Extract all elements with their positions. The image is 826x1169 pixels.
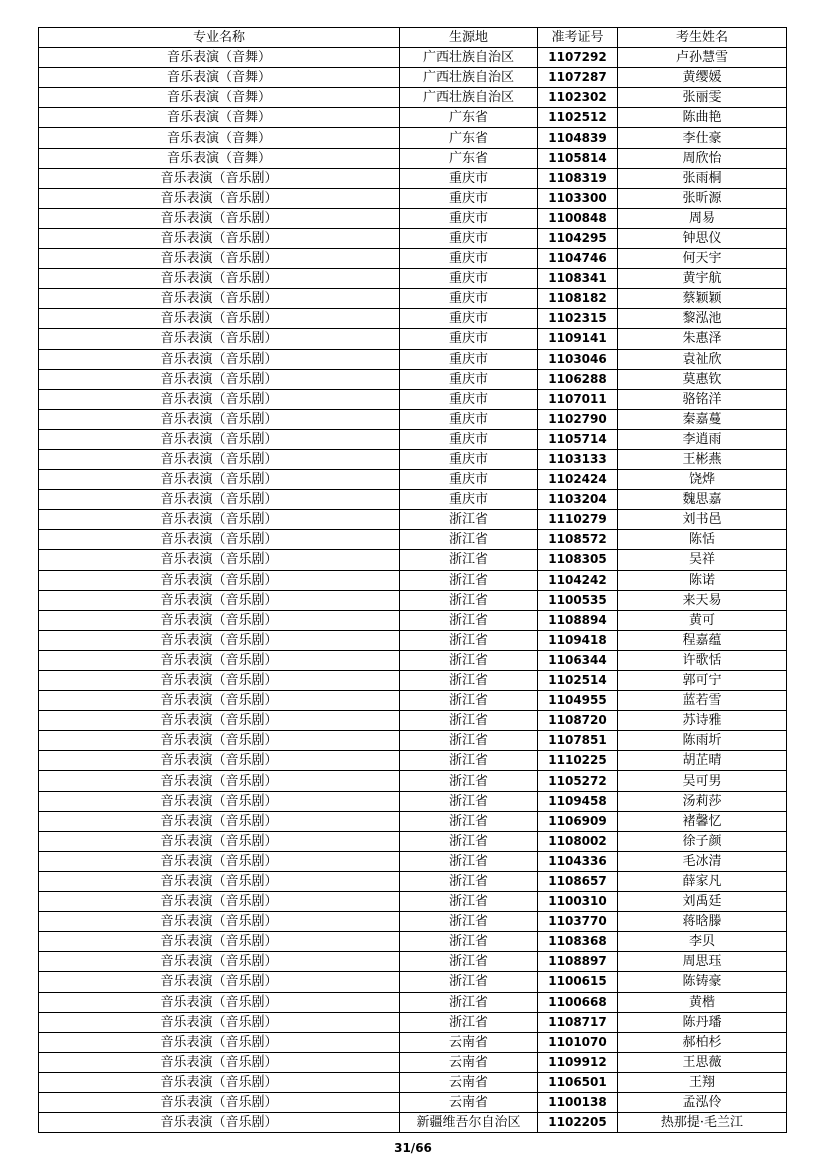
cell-major: 音乐表演（音乐剧）: [39, 610, 400, 630]
cell-origin: 浙江省: [400, 851, 538, 871]
header-exam-id: 准考证号: [538, 28, 618, 48]
cell-major: 音乐表演（音乐剧）: [39, 711, 400, 731]
cell-student-name: 刘书邑: [618, 510, 787, 530]
cell-exam-id: 1104295: [538, 228, 618, 248]
cell-exam-id: 1104746: [538, 249, 618, 269]
cell-student-name: 薛家凡: [618, 871, 787, 891]
cell-origin: 浙江省: [400, 610, 538, 630]
table-row: [39, 650, 787, 670]
cell-origin: 重庆市: [400, 369, 538, 389]
cell-major: 音乐表演（音乐剧）: [39, 811, 400, 831]
cell-exam-id: 1105714: [538, 429, 618, 449]
table-row: [39, 249, 787, 269]
table-row: [39, 168, 787, 188]
table-row: [39, 88, 787, 108]
cell-student-name: 魏思嘉: [618, 490, 787, 510]
cell-exam-id: 1107292: [538, 48, 618, 68]
cell-origin: 重庆市: [400, 470, 538, 490]
cell-major: 音乐表演（音乐剧）: [39, 1072, 400, 1092]
table-row: [39, 228, 787, 248]
cell-student-name: 蒋晗滕: [618, 912, 787, 932]
table-row: [39, 48, 787, 68]
cell-exam-id: 1108657: [538, 871, 618, 891]
cell-origin: 浙江省: [400, 731, 538, 751]
cell-exam-id: 1103204: [538, 490, 618, 510]
table-row: [39, 1012, 787, 1032]
cell-origin: 重庆市: [400, 188, 538, 208]
cell-origin: 浙江省: [400, 671, 538, 691]
cell-origin: 广西壮族自治区: [400, 68, 538, 88]
table-row: [39, 490, 787, 510]
cell-exam-id: 1100615: [538, 972, 618, 992]
cell-major: 音乐表演（音乐剧）: [39, 630, 400, 650]
cell-student-name: 陈丹璠: [618, 1012, 787, 1032]
cell-exam-id: 1108341: [538, 269, 618, 289]
cell-origin: 浙江省: [400, 630, 538, 650]
cell-major: 音乐表演（音乐剧）: [39, 871, 400, 891]
cell-student-name: 周易: [618, 208, 787, 228]
cell-major: 音乐表演（音乐剧）: [39, 1012, 400, 1032]
cell-major: 音乐表演（音乐剧）: [39, 329, 400, 349]
cell-origin: 浙江省: [400, 972, 538, 992]
cell-major: 音乐表演（音乐剧）: [39, 249, 400, 269]
table-row: [39, 188, 787, 208]
cell-origin: 浙江省: [400, 650, 538, 670]
cell-student-name: 吴可男: [618, 771, 787, 791]
cell-student-name: 苏诗雅: [618, 711, 787, 731]
cell-exam-id: 1107851: [538, 731, 618, 751]
table-row: [39, 851, 787, 871]
cell-exam-id: 1103133: [538, 449, 618, 469]
cell-student-name: 胡芷晴: [618, 751, 787, 771]
cell-origin: 新疆维吾尔自治区: [400, 1113, 538, 1133]
cell-student-name: 来天易: [618, 590, 787, 610]
table-row: [39, 128, 787, 148]
cell-exam-id: 1107011: [538, 389, 618, 409]
cell-exam-id: 1100138: [538, 1092, 618, 1112]
table-row: [39, 751, 787, 771]
cell-student-name: 郭可宁: [618, 671, 787, 691]
table-row: [39, 1032, 787, 1052]
cell-origin: 重庆市: [400, 269, 538, 289]
cell-major: 音乐表演（音乐剧）: [39, 650, 400, 670]
cell-student-name: 陈铸豪: [618, 972, 787, 992]
cell-major: 音乐表演（音乐剧）: [39, 831, 400, 851]
cell-major: 音乐表演（音舞）: [39, 108, 400, 128]
admission-list-table: [38, 27, 787, 1133]
cell-origin: 广东省: [400, 148, 538, 168]
cell-exam-id: 1102790: [538, 409, 618, 429]
cell-origin: 重庆市: [400, 228, 538, 248]
cell-exam-id: 1103300: [538, 188, 618, 208]
cell-exam-id: 1102302: [538, 88, 618, 108]
cell-exam-id: 1110279: [538, 510, 618, 530]
cell-exam-id: 1102514: [538, 671, 618, 691]
cell-student-name: 李贝: [618, 932, 787, 952]
cell-exam-id: 1109141: [538, 329, 618, 349]
cell-exam-id: 1103046: [538, 349, 618, 369]
table-row: [39, 952, 787, 972]
cell-major: 音乐表演（音乐剧）: [39, 168, 400, 188]
cell-student-name: 孟泓伶: [618, 1092, 787, 1112]
cell-origin: 云南省: [400, 1032, 538, 1052]
cell-student-name: 王彬燕: [618, 449, 787, 469]
cell-major: 音乐表演（音乐剧）: [39, 691, 400, 711]
table-header-row: [39, 28, 787, 48]
cell-exam-id: 1104242: [538, 570, 618, 590]
cell-origin: 重庆市: [400, 349, 538, 369]
cell-student-name: 黄缨媛: [618, 68, 787, 88]
cell-major: 音乐表演（音乐剧）: [39, 992, 400, 1012]
table-row: [39, 972, 787, 992]
cell-student-name: 黎泓池: [618, 309, 787, 329]
table-row: [39, 892, 787, 912]
cell-major: 音乐表演（音乐剧）: [39, 429, 400, 449]
table-row: [39, 610, 787, 630]
cell-major: 音乐表演（音乐剧）: [39, 671, 400, 691]
cell-major: 音乐表演（音乐剧）: [39, 751, 400, 771]
table-row: [39, 871, 787, 891]
cell-origin: 浙江省: [400, 831, 538, 851]
table-row: [39, 449, 787, 469]
cell-origin: 云南省: [400, 1092, 538, 1112]
table-row: [39, 932, 787, 952]
cell-exam-id: 1110225: [538, 751, 618, 771]
cell-origin: 浙江省: [400, 510, 538, 530]
cell-major: 音乐表演（音乐剧）: [39, 208, 400, 228]
cell-student-name: 袁祉欣: [618, 349, 787, 369]
cell-student-name: 黄可: [618, 610, 787, 630]
cell-origin: 重庆市: [400, 409, 538, 429]
table-row: [39, 831, 787, 851]
cell-student-name: 张丽雯: [618, 88, 787, 108]
cell-student-name: 李仕豪: [618, 128, 787, 148]
cell-origin: 浙江省: [400, 811, 538, 831]
cell-exam-id: 1100848: [538, 208, 618, 228]
cell-student-name: 陈雨圻: [618, 731, 787, 751]
cell-major: 音乐表演（音乐剧）: [39, 369, 400, 389]
cell-exam-id: 1106909: [538, 811, 618, 831]
cell-exam-id: 1106344: [538, 650, 618, 670]
page-number: 31/66: [394, 1141, 432, 1155]
cell-major: 音乐表演（音乐剧）: [39, 972, 400, 992]
cell-exam-id: 1102424: [538, 470, 618, 490]
cell-exam-id: 1101070: [538, 1032, 618, 1052]
table-row: [39, 630, 787, 650]
cell-origin: 浙江省: [400, 530, 538, 550]
cell-exam-id: 1102315: [538, 309, 618, 329]
cell-major: 音乐表演（音舞）: [39, 128, 400, 148]
cell-origin: 重庆市: [400, 429, 538, 449]
cell-student-name: 黄宇航: [618, 269, 787, 289]
cell-major: 音乐表演（音乐剧）: [39, 1032, 400, 1052]
cell-origin: 重庆市: [400, 449, 538, 469]
header-student-name: 考生姓名: [618, 28, 787, 48]
cell-exam-id: 1108894: [538, 610, 618, 630]
table-row: [39, 369, 787, 389]
cell-origin: 重庆市: [400, 289, 538, 309]
cell-origin: 浙江省: [400, 912, 538, 932]
cell-student-name: 蔡颖颖: [618, 289, 787, 309]
table-row: [39, 671, 787, 691]
cell-major: 音乐表演（音乐剧）: [39, 490, 400, 510]
cell-student-name: 朱惠泽: [618, 329, 787, 349]
cell-exam-id: 1106288: [538, 369, 618, 389]
table-row: [39, 208, 787, 228]
cell-major: 音乐表演（音舞）: [39, 68, 400, 88]
cell-student-name: 许歌恬: [618, 650, 787, 670]
cell-major: 音乐表演（音乐剧）: [39, 389, 400, 409]
table-row: [39, 731, 787, 751]
table-row: [39, 590, 787, 610]
table-row: [39, 470, 787, 490]
cell-exam-id: 1108305: [538, 550, 618, 570]
cell-origin: 广东省: [400, 128, 538, 148]
cell-major: 音乐表演（音乐剧）: [39, 470, 400, 490]
cell-origin: 浙江省: [400, 992, 538, 1012]
cell-student-name: 骆铭洋: [618, 389, 787, 409]
cell-origin: 浙江省: [400, 570, 538, 590]
cell-origin: 浙江省: [400, 791, 538, 811]
cell-major: 音乐表演（音乐剧）: [39, 188, 400, 208]
cell-origin: 重庆市: [400, 490, 538, 510]
cell-major: 音乐表演（音舞）: [39, 48, 400, 68]
cell-origin: 浙江省: [400, 892, 538, 912]
cell-student-name: 莫惠钦: [618, 369, 787, 389]
cell-student-name: 汤莉莎: [618, 791, 787, 811]
cell-origin: 重庆市: [400, 208, 538, 228]
cell-origin: 浙江省: [400, 550, 538, 570]
cell-origin: 浙江省: [400, 590, 538, 610]
cell-exam-id: 1108002: [538, 831, 618, 851]
table-row: [39, 811, 787, 831]
cell-major: 音乐表演（音乐剧）: [39, 1113, 400, 1133]
cell-student-name: 李逍雨: [618, 429, 787, 449]
cell-major: 音乐表演（音乐剧）: [39, 409, 400, 429]
cell-exam-id: 1109418: [538, 630, 618, 650]
cell-origin: 广西壮族自治区: [400, 48, 538, 68]
cell-origin: 云南省: [400, 1052, 538, 1072]
cell-student-name: 张雨桐: [618, 168, 787, 188]
table-row: [39, 108, 787, 128]
cell-student-name: 褚馨忆: [618, 811, 787, 831]
table-row: [39, 992, 787, 1012]
cell-exam-id: 1108897: [538, 952, 618, 972]
cell-major: 音乐表演（音乐剧）: [39, 932, 400, 952]
cell-exam-id: 1102512: [538, 108, 618, 128]
cell-major: 音乐表演（音乐剧）: [39, 952, 400, 972]
table-row: [39, 711, 787, 731]
header-origin: 生源地: [400, 28, 538, 48]
cell-origin: 重庆市: [400, 389, 538, 409]
table-row: [39, 691, 787, 711]
cell-student-name: 何天宇: [618, 249, 787, 269]
cell-major: 音乐表演（音乐剧）: [39, 309, 400, 329]
table-row: [39, 1052, 787, 1072]
cell-exam-id: 1104839: [538, 128, 618, 148]
cell-exam-id: 1108182: [538, 289, 618, 309]
cell-student-name: 黄楷: [618, 992, 787, 1012]
cell-origin: 浙江省: [400, 1012, 538, 1032]
cell-major: 音乐表演（音乐剧）: [39, 570, 400, 590]
cell-major: 音乐表演（音乐剧）: [39, 349, 400, 369]
cell-origin: 重庆市: [400, 309, 538, 329]
cell-exam-id: 1108319: [538, 168, 618, 188]
cell-student-name: 吴祥: [618, 550, 787, 570]
cell-exam-id: 1105814: [538, 148, 618, 168]
cell-major: 音乐表演（音乐剧）: [39, 269, 400, 289]
cell-origin: 浙江省: [400, 751, 538, 771]
cell-major: 音乐表演（音乐剧）: [39, 228, 400, 248]
cell-exam-id: 1102205: [538, 1113, 618, 1133]
cell-origin: 广东省: [400, 108, 538, 128]
cell-major: 音乐表演（音乐剧）: [39, 892, 400, 912]
cell-major: 音乐表演（音舞）: [39, 88, 400, 108]
cell-origin: 浙江省: [400, 952, 538, 972]
cell-major: 音乐表演（音乐剧）: [39, 731, 400, 751]
cell-exam-id: 1108572: [538, 530, 618, 550]
cell-student-name: 秦嘉蔓: [618, 409, 787, 429]
cell-major: 音乐表演（音乐剧）: [39, 1052, 400, 1072]
table-row: [39, 530, 787, 550]
cell-exam-id: 1100668: [538, 992, 618, 1012]
cell-student-name: 郝柏杉: [618, 1032, 787, 1052]
table-row: [39, 912, 787, 932]
cell-exam-id: 1108720: [538, 711, 618, 731]
cell-exam-id: 1104336: [538, 851, 618, 871]
cell-exam-id: 1109912: [538, 1052, 618, 1072]
cell-origin: 重庆市: [400, 329, 538, 349]
table-row: [39, 791, 787, 811]
cell-origin: 重庆市: [400, 168, 538, 188]
table-row: [39, 510, 787, 530]
cell-major: 音乐表演（音乐剧）: [39, 1092, 400, 1112]
cell-exam-id: 1104955: [538, 691, 618, 711]
cell-exam-id: 1105272: [538, 771, 618, 791]
cell-student-name: 张昕源: [618, 188, 787, 208]
cell-student-name: 热那提·毛兰江: [618, 1113, 787, 1133]
cell-origin: 浙江省: [400, 711, 538, 731]
cell-major: 音乐表演（音乐剧）: [39, 791, 400, 811]
cell-major: 音乐表演（音乐剧）: [39, 771, 400, 791]
cell-origin: 浙江省: [400, 932, 538, 952]
table-row: [39, 771, 787, 791]
table-row: [39, 550, 787, 570]
table-row: [39, 570, 787, 590]
table-row: [39, 1092, 787, 1112]
table-row: [39, 148, 787, 168]
cell-student-name: 王翔: [618, 1072, 787, 1092]
table-row: [39, 349, 787, 369]
cell-exam-id: 1100535: [538, 590, 618, 610]
table-row: [39, 1072, 787, 1092]
table-row: [39, 329, 787, 349]
cell-student-name: 王思薇: [618, 1052, 787, 1072]
cell-major: 音乐表演（音乐剧）: [39, 289, 400, 309]
cell-origin: 浙江省: [400, 871, 538, 891]
cell-major: 音乐表演（音乐剧）: [39, 530, 400, 550]
cell-student-name: 周欣怡: [618, 148, 787, 168]
cell-major: 音乐表演（音乐剧）: [39, 550, 400, 570]
cell-student-name: 钟思仪: [618, 228, 787, 248]
cell-student-name: 刘禹廷: [618, 892, 787, 912]
cell-student-name: 徐子颜: [618, 831, 787, 851]
cell-exam-id: 1106501: [538, 1072, 618, 1092]
cell-student-name: 周思珏: [618, 952, 787, 972]
table-row: [39, 389, 787, 409]
table-row: [39, 409, 787, 429]
cell-student-name: 陈恬: [618, 530, 787, 550]
cell-exam-id: 1107287: [538, 68, 618, 88]
cell-major: 音乐表演（音乐剧）: [39, 449, 400, 469]
cell-student-name: 饶烨: [618, 470, 787, 490]
cell-origin: 浙江省: [400, 691, 538, 711]
table-row: [39, 269, 787, 289]
cell-student-name: 卢孙慧雪: [618, 48, 787, 68]
table-row: [39, 68, 787, 88]
cell-origin: 浙江省: [400, 771, 538, 791]
cell-exam-id: 1100310: [538, 892, 618, 912]
header-major: 专业名称: [39, 28, 400, 48]
cell-student-name: 蓝若雪: [618, 691, 787, 711]
cell-exam-id: 1103770: [538, 912, 618, 932]
cell-origin: 广西壮族自治区: [400, 88, 538, 108]
table-row: [39, 289, 787, 309]
cell-origin: 重庆市: [400, 249, 538, 269]
table-row: [39, 1113, 787, 1133]
cell-major: 音乐表演（音乐剧）: [39, 912, 400, 932]
cell-major: 音乐表演（音乐剧）: [39, 590, 400, 610]
cell-exam-id: 1109458: [538, 791, 618, 811]
table-row: [39, 429, 787, 449]
cell-exam-id: 1108368: [538, 932, 618, 952]
table-row: [39, 309, 787, 329]
cell-student-name: 毛冰清: [618, 851, 787, 871]
cell-major: 音乐表演（音乐剧）: [39, 510, 400, 530]
cell-student-name: 程嘉蕴: [618, 630, 787, 650]
cell-exam-id: 1108717: [538, 1012, 618, 1032]
cell-major: 音乐表演（音舞）: [39, 148, 400, 168]
cell-student-name: 陈曲艳: [618, 108, 787, 128]
cell-student-name: 陈诺: [618, 570, 787, 590]
cell-origin: 云南省: [400, 1072, 538, 1092]
cell-major: 音乐表演（音乐剧）: [39, 851, 400, 871]
